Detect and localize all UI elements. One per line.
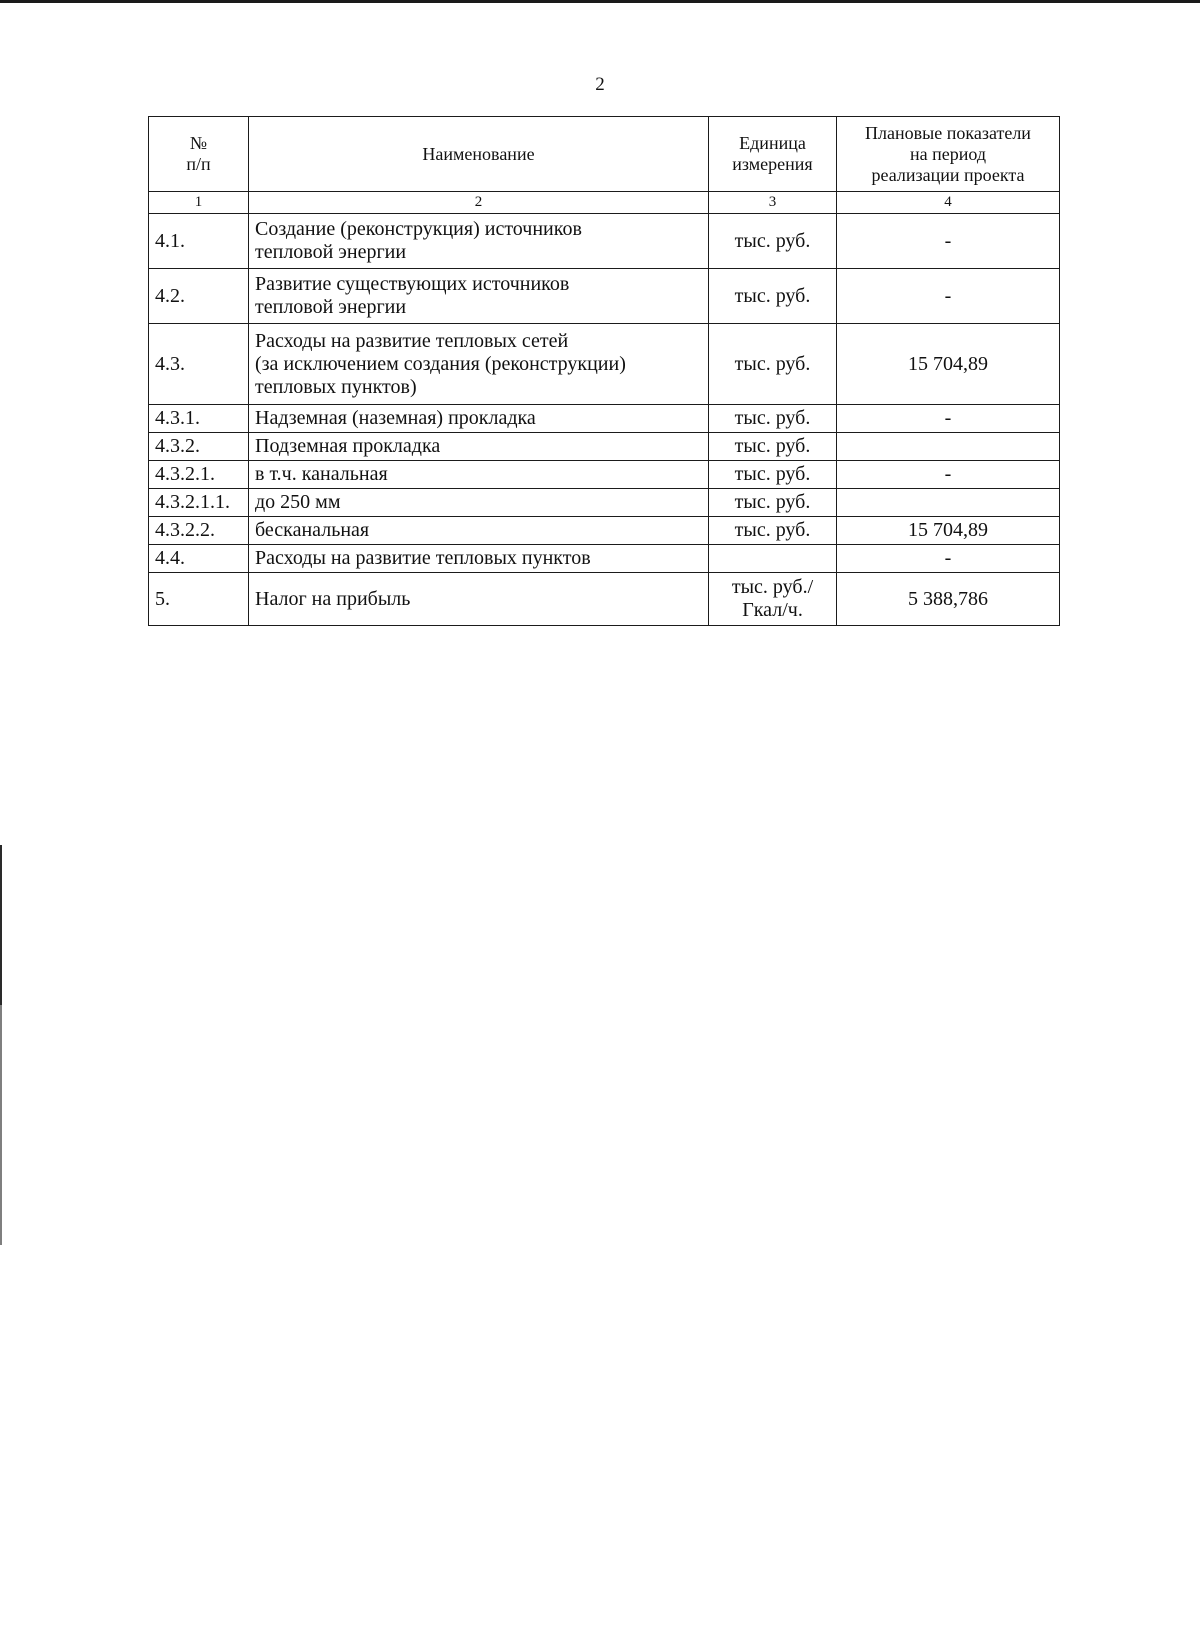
row-value: 15 704,89 bbox=[837, 324, 1060, 405]
row-unit: тыс. руб. bbox=[709, 324, 837, 405]
row-value: - bbox=[837, 269, 1060, 324]
row-value: - bbox=[837, 214, 1060, 269]
table-row bbox=[149, 461, 1060, 489]
table-row bbox=[149, 269, 1060, 324]
row-num: 4.2. bbox=[149, 269, 249, 324]
row-name: Надземная (наземная) прокладка bbox=[249, 405, 709, 433]
row-value bbox=[837, 433, 1060, 461]
row-unit: тыс. руб. bbox=[709, 214, 837, 269]
row-value: - bbox=[837, 545, 1060, 573]
column-number: 4 bbox=[837, 192, 1060, 214]
scan-edge-top bbox=[0, 0, 1200, 3]
row-name: Развитие существующих источников тепловой энергии bbox=[249, 269, 709, 324]
row-num: 4.3.2.1. bbox=[149, 461, 249, 489]
row-unit bbox=[709, 545, 837, 573]
row-value: - bbox=[837, 461, 1060, 489]
row-num: 4.3. bbox=[149, 324, 249, 405]
row-name: Расходы на развитие тепловых пунктов bbox=[249, 545, 709, 573]
column-numbers-row bbox=[149, 192, 1060, 214]
table-header-row bbox=[149, 117, 1060, 192]
row-name: в т.ч. канальная bbox=[249, 461, 709, 489]
row-num: 4.3.2. bbox=[149, 433, 249, 461]
table-row bbox=[149, 489, 1060, 517]
row-name: бесканальная bbox=[249, 517, 709, 545]
row-unit: тыс. руб. bbox=[709, 461, 837, 489]
table-row bbox=[149, 214, 1060, 269]
table-row bbox=[149, 324, 1060, 405]
row-name: Налог на прибыль bbox=[249, 573, 709, 626]
table-row bbox=[149, 517, 1060, 545]
row-num: 4.3.1. bbox=[149, 405, 249, 433]
table-row bbox=[149, 573, 1060, 626]
plan-indicators-table bbox=[148, 116, 1060, 626]
table-row bbox=[149, 405, 1060, 433]
row-num: 4.3.2.2. bbox=[149, 517, 249, 545]
header-planned: Плановые показатели на период реализации проекта bbox=[837, 117, 1060, 192]
row-unit: тыс. руб. bbox=[709, 433, 837, 461]
scan-edge-left bbox=[0, 1005, 2, 1245]
row-value: - bbox=[837, 405, 1060, 433]
row-num: 4.1. bbox=[149, 214, 249, 269]
column-number: 2 bbox=[249, 192, 709, 214]
row-name: Создание (реконструкция) источников тепловой энергии bbox=[249, 214, 709, 269]
row-num: 4.4. bbox=[149, 545, 249, 573]
row-name: до 250 мм bbox=[249, 489, 709, 517]
column-number: 1 bbox=[149, 192, 249, 214]
row-value: 15 704,89 bbox=[837, 517, 1060, 545]
row-num: 4.3.2.1.1. bbox=[149, 489, 249, 517]
row-value: 5 388,786 bbox=[837, 573, 1060, 626]
table-row bbox=[149, 433, 1060, 461]
row-unit: тыс. руб./ Гкал/ч. bbox=[709, 573, 837, 626]
row-value bbox=[837, 489, 1060, 517]
row-unit: тыс. руб. bbox=[709, 489, 837, 517]
row-unit: тыс. руб. bbox=[709, 269, 837, 324]
row-name: Расходы на развитие тепловых сетей (за исключением создания (реконструкции) тепловых пунктов) bbox=[249, 324, 709, 405]
scan-edge-left bbox=[0, 845, 2, 1005]
table-row bbox=[149, 545, 1060, 573]
header-name: Наименование bbox=[249, 117, 709, 192]
page-number: 2 bbox=[595, 74, 605, 95]
row-unit: тыс. руб. bbox=[709, 405, 837, 433]
header-unit: Единица измерения bbox=[709, 117, 837, 192]
row-num: 5. bbox=[149, 573, 249, 626]
row-unit: тыс. руб. bbox=[709, 517, 837, 545]
header-num: № п/п bbox=[149, 117, 249, 192]
row-name: Подземная прокладка bbox=[249, 433, 709, 461]
column-number: 3 bbox=[709, 192, 837, 214]
